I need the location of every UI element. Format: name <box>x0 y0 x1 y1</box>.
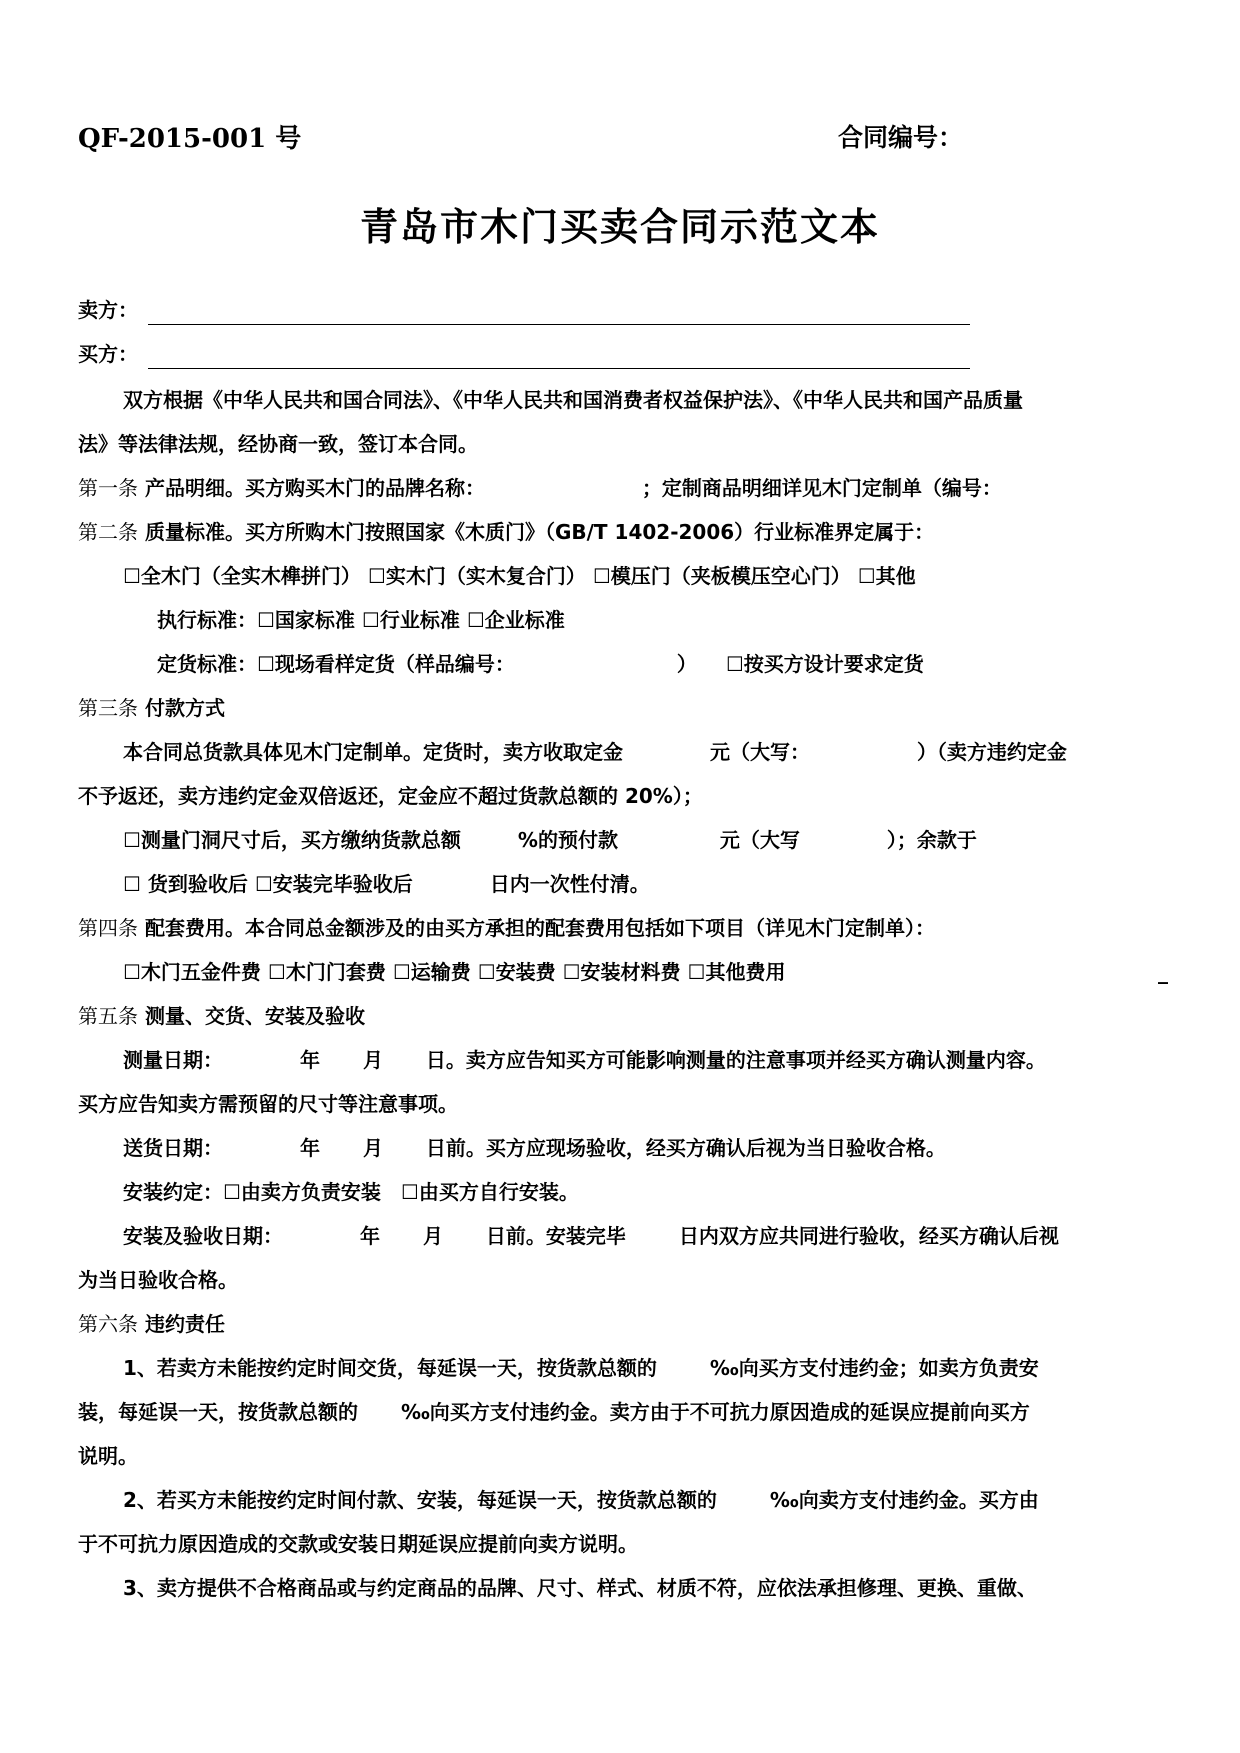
option-sample-order[interactable]: ☐现场看样定货（样品编号： <box>257 652 515 676</box>
delivery-month-label: 月 <box>362 1136 383 1160</box>
install-agreement-line <box>123 1178 579 1206</box>
measure-month-label: 月 <box>362 1048 383 1072</box>
payment-line-1 <box>123 738 1067 766</box>
acceptance-text-3: 为当日验收合格。 <box>78 1268 238 1292</box>
article-6-number: 第六条 <box>78 1312 138 1336</box>
acceptance-text-2: 日内双方应共同进行验收，经买方确认后视 <box>678 1224 1059 1248</box>
acceptance-month-label: 月 <box>422 1224 443 1248</box>
article-1-text-2: ；定制商品明细详见木门定制单（编号： <box>641 476 1002 500</box>
clause-1-text-b: ‰向买方支付违约金；如卖方负责安 <box>709 1356 1039 1380</box>
buyer-field-line[interactable] <box>148 368 970 369</box>
delivery-year-label: 年 <box>299 1136 320 1160</box>
contract-number-label: 合同编号： <box>838 123 964 152</box>
document-number: QF-2015-001 号 <box>78 124 302 154</box>
intro-line-1: 双方根据《中华人民共和国合同法》、《中华人民共和国消费者权益保护法》、《中华人民共和国产品质量 <box>123 388 1023 412</box>
fee-options <box>123 958 785 986</box>
option-installation-fee[interactable]: ☐安装费 <box>477 960 556 984</box>
clause-2-text-b: ‰向卖方支付违约金。买方由 <box>769 1488 1039 1512</box>
measure-year-label: 年 <box>299 1048 320 1072</box>
option-install-material-fee[interactable]: ☐安装材料费 <box>562 960 681 984</box>
clause-1-line-3: 说明。 <box>78 1444 138 1468</box>
acceptance-date-label: 安装及验收日期： <box>123 1224 283 1248</box>
measure-text: 日。卖方应告知买方可能影响测量的注意事项并经买方确认测量内容。 <box>425 1048 1046 1072</box>
article-1-title: 产品明细。 <box>144 476 245 500</box>
article-3 <box>78 694 225 722</box>
payment-text-1b: 元（大写： <box>709 740 810 764</box>
payment-line-3 <box>123 826 977 854</box>
clause-2-text-a: 2、若买方未能按约定时间付款、安装，每延误一天，按货款总额的 <box>123 1488 717 1512</box>
payment-line-4 <box>123 870 650 898</box>
payment-text-1a: 本合同总货款具体见木门定制单。定货时，卖方收取定金 <box>123 740 623 764</box>
delivery-text: 日前。买方应现场验收，经买方确认后视为当日验收合格。 <box>425 1136 946 1160</box>
clause-3-line-1: 3、卖方提供不合格商品或与约定商品的品牌、尺寸、样式、材质不符，应依法承担修理、更换、重做、 <box>123 1576 1037 1600</box>
delivery-date-line <box>123 1134 946 1162</box>
install-agreement-label: 安装约定： <box>123 1180 223 1204</box>
clause-2-line-1 <box>123 1486 1039 1514</box>
order-standard-row <box>157 650 924 678</box>
option-transport-fee[interactable]: ☐运输费 <box>392 960 471 984</box>
clause-1-text-c: 装，每延误一天，按货款总额的 <box>78 1400 358 1424</box>
option-door-frame-fee[interactable]: ☐木门门套费 <box>267 960 386 984</box>
payment-text-1c: ）（卖方违约定金 <box>916 740 1067 764</box>
measure-date-label: 测量日期： <box>123 1048 223 1072</box>
execution-standard-label: 执行标准： <box>157 608 257 632</box>
article-4-text: 本合同总金额涉及的由买方承担的配套费用包括如下项目（详见木门定制单）： <box>244 916 935 940</box>
acceptance-text-1: 日前。安装完毕 <box>485 1224 626 1248</box>
delivery-date-label: 送货日期： <box>123 1136 223 1160</box>
article-5 <box>78 1002 365 1030</box>
measure-date-line <box>123 1046 1046 1074</box>
balance-options[interactable]: ☐ 货到验收后 ☐安装完毕验收后 <box>123 872 413 896</box>
article-3-title: 付款方式 <box>144 696 225 720</box>
article-4-title: 配套费用。 <box>144 916 245 940</box>
option-hardware-fee[interactable]: ☐木门五金件费 <box>123 960 261 984</box>
acceptance-year-label: 年 <box>359 1224 380 1248</box>
article-2-text: 买方所购木门按照国家《木质门》（GB/T 1402-2006）行业标准界定属于： <box>244 520 935 544</box>
clause-1-line-2 <box>78 1398 1030 1426</box>
fee-trailing-underscore: _ <box>1158 960 1168 984</box>
payment-text-3d: ）；余款于 <box>886 828 977 852</box>
clause-1-text-a: 1、若卖方未能按约定时间交货，每延误一天，按货款总额的 <box>123 1356 657 1380</box>
order-standard-label: 定货标准： <box>157 652 257 676</box>
article-1 <box>78 474 1002 502</box>
page-title: 青岛市木门买卖合同示范文本 <box>359 205 880 249</box>
payment-text-4b: 日内一次性付清。 <box>489 872 650 896</box>
payment-line-2: 不予返还，卖方违约定金双倍返还，定金应不超过货款总额的 20%）； <box>78 784 703 808</box>
article-5-number: 第五条 <box>78 1004 138 1028</box>
option-molded-door[interactable]: ☐模压门（夹板模压空心门） <box>592 564 851 588</box>
article-1-number: 第一条 <box>78 476 138 500</box>
article-6 <box>78 1310 225 1338</box>
option-national-standard[interactable]: ☐国家标准 <box>257 608 355 632</box>
article-4 <box>78 914 935 942</box>
execution-standard-row <box>157 606 565 634</box>
article-2-number: 第二条 <box>78 520 138 544</box>
article-5-title: 测量、交货、安装及验收 <box>144 1004 365 1028</box>
payment-text-3c: 元（大写 <box>719 828 800 852</box>
door-type-options <box>123 562 916 590</box>
option-prepay-after-measure[interactable]: ☐测量门洞尺寸后，买方缴纳货款总额 <box>123 828 461 852</box>
acceptance-date-line <box>123 1222 1059 1250</box>
seller-field-line[interactable] <box>148 324 970 325</box>
article-2 <box>78 518 934 546</box>
option-enterprise-standard[interactable]: ☐企业标准 <box>466 608 565 632</box>
clause-2-line-2: 于不可抗力原因造成的交款或安装日期延误应提前向卖方说明。 <box>78 1532 638 1556</box>
article-1-text: 买方购买木门的品牌名称： <box>244 476 485 500</box>
article-6-title: 违约责任 <box>144 1312 225 1336</box>
option-industry-standard[interactable]: ☐行业标准 <box>361 608 460 632</box>
install-options[interactable]: ☐由卖方负责安装 ☐由买方自行安装。 <box>223 1180 579 1204</box>
seller-label: 卖方： <box>78 298 138 322</box>
clause-1-line-1 <box>123 1354 1039 1382</box>
option-solid-wood-door[interactable]: ☐实木门（实木复合门） <box>367 564 586 588</box>
article-2-title: 质量标准。 <box>144 520 245 544</box>
payment-text-3b: %的预付款 <box>517 828 618 852</box>
article-4-number: 第四条 <box>78 916 138 940</box>
option-full-wood-door[interactable]: ☐全木门（全实木榫拼门） <box>123 564 361 588</box>
option-design-order[interactable]: ☐按买方设计要求定货 <box>725 652 924 676</box>
buyer-label: 买方： <box>78 342 138 366</box>
option-other-fee[interactable]: ☐其他费用 <box>687 960 786 984</box>
option-other-door[interactable]: ☐其他 <box>857 564 916 588</box>
clause-1-text-d: ‰向买方支付违约金。卖方由于不可抗力原因造成的延误应提前向买方 <box>400 1400 1030 1424</box>
measure-text-2: 买方应告知卖方需预留的尺寸等注意事项。 <box>78 1092 458 1116</box>
sample-close-paren: ） <box>676 652 697 676</box>
article-3-number: 第三条 <box>78 696 138 720</box>
intro-line-2: 法》等法律法规，经协商一致，签订本合同。 <box>78 432 478 456</box>
